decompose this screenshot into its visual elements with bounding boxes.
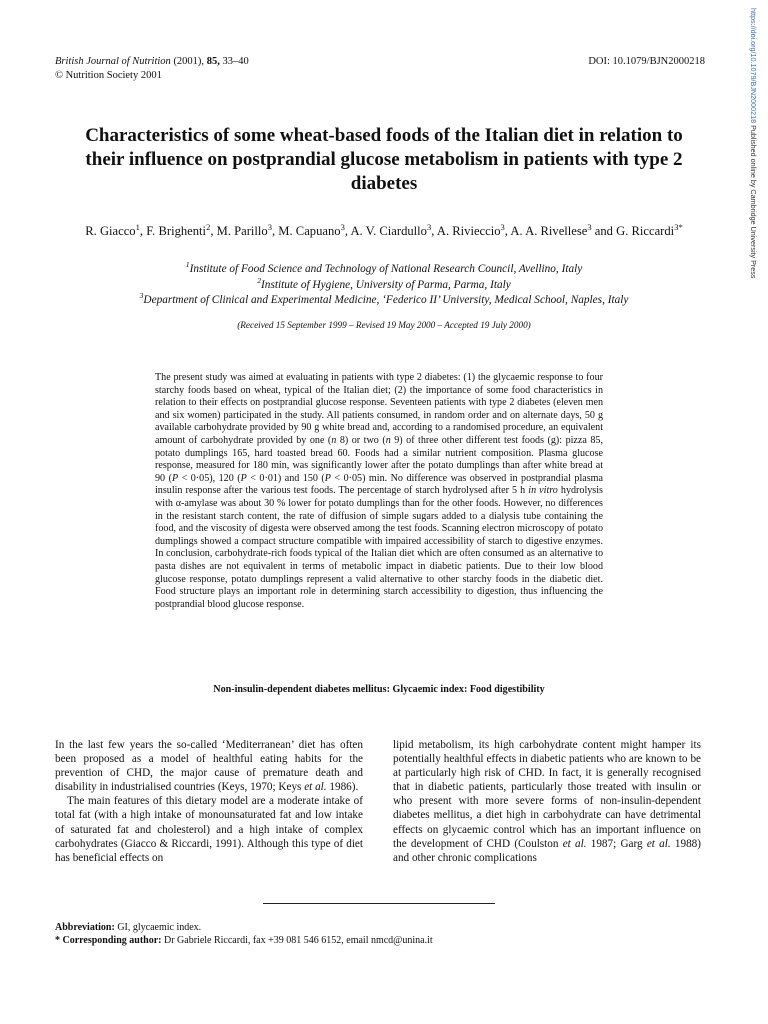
author: F. Brighenti$^2$, bbox=[146, 221, 217, 238]
citation-line bbox=[55, 55, 249, 69]
journal-pages: 33–40 bbox=[222, 56, 249, 67]
body-paragraph: lipid metabolism, its high carbohydrate content might hamper its potentially healthful effects in diabetic patients who are known to be at particularly high risk of CHD. In fact, it is generally recognised that in diabetic patients, particularly those treated with insulin or who present with more severe forms of non-insulin-dependent diabetes mellitus, a diet high in carbohydrate can have detrimental effects on glycaemic control which has an important influence on the development of CHD (Coulston et al. 1987; Garg et al. 1988) and other chronic complications bbox=[393, 739, 701, 864]
body-paragraph: In the last few years the so-called ‘Mediterranean’ diet has often been proposed as a model of healthful eating habits for the prevention of CHD, the major cause of premature death and disability in industrialised countries (Keys, 1970; Keys et al. 1986). bbox=[55, 739, 363, 794]
author-list bbox=[50, 222, 718, 240]
corresponding-author-note: * Corresponding author: Dr Gabriele Riccardi, fax +39 081 546 6152, email nmcd@unina.it bbox=[55, 934, 433, 946]
journal-volume: 85, bbox=[206, 56, 220, 67]
abstract: The present study was aimed at evaluating in patients with type 2 diabetes: (1) the glycaemic response to four starchy foods based on wheat, typical of the Italian diet; (2) the importance of some food characteristics in relation to their effects on postprandial glucose response. Seventeen patients with type 2 diabetes (eleven men and six women) participated in the study. All patients consumed, in random order and on alternate days, 50 g available carbohydrate provided by 90 g white bread and, according to a randomised procedure, an equivalent amount of carbohydrate provided by one (n 8) or two (n 9) of three other different test foods (g): pizza 85, potato dumplings 165, hard toasted bread 60. Foods had a similar nutrient composition. Plasma glucose response, measured for 180 min, was significantly lower after the potato dumplings than after white bread at 90 (P < 0·05), 120 (P < 0·01) and 150 (P < 0·05) min. No difference was observed in postprandial plasma insulin response after the various test foods. The percentage of starch hydrolysed after 5 h in vitro hydrolysis with α-amylase was about 30 % lower for potato dumplings than for the other foods. However, no differences in the resistant starch content, the rate of diffusion of simple sugars added to a dialysis tube containing the food, and the viscosity of digesta were observed among the test foods. Scanning electron microscopy of potato dumplings showed a compact structure compatible with impaired accessibility of starch to digestive enzymes. In conclusion, carbohydrate-rich foods typical of the Italian diet which are often consumed as an alternative to pasta dishes are not equivalent in terms of metabolic impact in diabetic patients. Due to their low blood glucose response, potato dumplings represent a valid alternative to other starchy foods in the diabetic diet. Food structure plays an important role in determining starch accessibility to digestion, thus influencing the postprandial blood glucose response. bbox=[155, 372, 604, 610]
affiliation: $^1$Institute of Food Science and Technology of National Research Council, Avellino, Italy bbox=[185, 260, 583, 275]
affiliation: $^2$Institute of Hygiene, University of Parma, Parma, Italy bbox=[257, 275, 511, 291]
footnotes bbox=[55, 922, 715, 947]
doi-label: DOI: 10.1079/BJN2000218 bbox=[588, 56, 705, 67]
author: M. Capuano$^3$, bbox=[278, 221, 351, 238]
journal-year: (2001), bbox=[173, 56, 205, 67]
author: A. Rivieccio$^3$, bbox=[436, 221, 511, 238]
vertical-sidebar-text bbox=[742, 8, 758, 328]
author: A. A. Rivellese$^3$ and bbox=[510, 221, 617, 238]
body-column-left bbox=[55, 738, 363, 865]
article-title: Characteristics of some wheat-based foods of the Italian diet in relation to their influence on postprandial glucose metabolism in patients with type 2 diabetes bbox=[85, 125, 683, 194]
received-dates: (Received 15 September 1999 – Revised 19 May 2000 – Accepted 19 July 2000) bbox=[237, 320, 531, 330]
sidebar-published-text: Published online by Cambridge University Press bbox=[749, 123, 758, 279]
keywords: Non-insulin-dependent diabetes mellitus: Glycaemic index: Food digestibility bbox=[213, 684, 545, 695]
author: A. V. Ciardullo$^3$, bbox=[350, 221, 437, 238]
affiliation: $^3$Department of Clinical and Experimental Medicine, ‘Federico II’ University, Medical School, Naples, Italy bbox=[139, 291, 629, 306]
journal-header bbox=[55, 55, 249, 83]
affiliation-list bbox=[50, 262, 718, 309]
footnote-divider bbox=[263, 903, 495, 904]
copyright-line: © Nutrition Society 2001 bbox=[55, 70, 162, 81]
author: R. Giacco$^1$, bbox=[85, 221, 147, 238]
body-column-right bbox=[393, 738, 701, 865]
abbreviation-note: Abbreviation: GI, glycaemic index. bbox=[55, 922, 202, 933]
sidebar-doi-link[interactable]: https://doi.org/10.1079/BJN2000218 bbox=[749, 8, 758, 124]
author: M. Parillo$^3$, bbox=[216, 221, 279, 238]
body-paragraph: The main features of this dietary model are a moderate intake of total fat (with a high intake of monounsaturated fat and low intake of saturated fat and cholesterol) and a high intake of complex carbohydrates (Giacco & Riccardi, 1991). Although this type of diet has beneficial effects on bbox=[55, 795, 363, 864]
author: G. Riccardi$^{3*}$ bbox=[616, 221, 683, 238]
journal-name: British Journal of Nutrition bbox=[55, 56, 171, 67]
